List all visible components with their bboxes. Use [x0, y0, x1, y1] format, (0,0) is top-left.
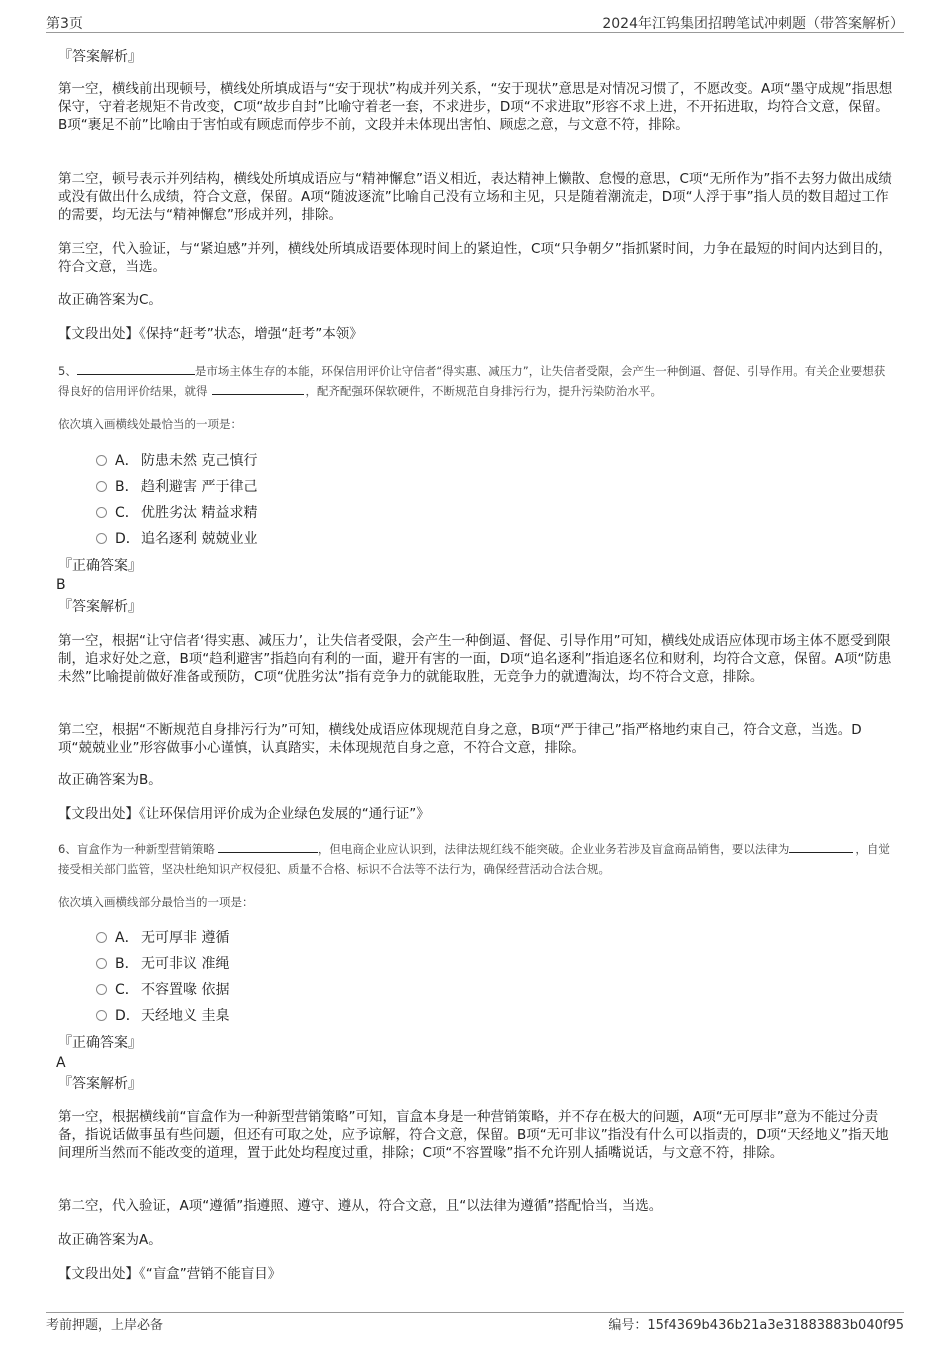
- q5-conclusion: 故正确答案为B。: [58, 772, 162, 788]
- document-code-label: 编号：: [608, 1318, 648, 1333]
- q5-number: 5、: [58, 364, 77, 378]
- q5-analysis-label: 『答案解析』: [58, 599, 142, 615]
- q5-stem-part-2: ，配齐配强环保软硬件，不断规范自身排污行为，提升污染防治水平。: [305, 384, 662, 398]
- q6-answer: A: [56, 1055, 66, 1071]
- page-number: 第3页: [46, 16, 83, 32]
- q6-blank-1: [218, 840, 318, 853]
- q5-blank-2: [212, 382, 304, 395]
- page-header: [0, 0, 950, 33]
- q5-option-d[interactable]: D．追名逐利 兢兢业业: [96, 529, 257, 549]
- q6-option-d[interactable]: D．天经地义 圭臬: [96, 1006, 229, 1026]
- radio-icon[interactable]: [96, 1010, 107, 1021]
- q6-analysis-paragraph-1: 第一空，根据横线前“盲盒作为一种新型营销策略”可知，盲盒本身是一种营销策略，并不存在极大的问题，A项“无可厚非”意为不能过分责备，指说话做事虽有些问题，但还有可取之处，应予谅解，符合文意，保留。B项“无可非议”指没有什么可以指责的，D项“天经地义”指天地间理所当然而不能改变的道理，置于此处均程度过重，排除；C项“不容置喙”指不允许别人插嘴说话，与文意不符，排除。: [58, 1109, 889, 1161]
- q6-stem-part-2: ，但电商企业应认识到，法律法规红线不能突破。企业业务若涉及盲盒商品销售，要以法律为: [317, 842, 790, 856]
- q5-stem: [58, 361, 894, 401]
- q6-conclusion: 故正确答案为A。: [58, 1232, 162, 1248]
- q6-analysis-paragraph-2: 第二空，代入验证，A项“遵循”指遵照、遵守、遵从，符合文意，且“以法律为遵循”搭配恰当，当选。: [58, 1198, 663, 1214]
- footer-divider: [46, 1312, 904, 1313]
- q4-analysis-label: 『答案解析』: [58, 49, 142, 65]
- q5-blank-1: [77, 362, 195, 375]
- header-divider: [46, 32, 904, 33]
- radio-icon[interactable]: [96, 932, 107, 943]
- q5-option-b[interactable]: B． 趋利避害 严于律己: [96, 477, 257, 497]
- q5-option-c[interactable]: C． 优胜劣汰 精益求精: [96, 503, 257, 523]
- q6-blank-2: [789, 840, 853, 853]
- document-code: [608, 1314, 904, 1333]
- q6-source: 【文段出处】《“盲盒”营销不能盲目》: [58, 1266, 282, 1282]
- radio-icon[interactable]: [96, 455, 107, 466]
- q5-answer-label: 『正确答案』: [58, 558, 142, 574]
- q4-source: 【文段出处】《保持“赶考”状态，增强“赶考”本领》: [58, 326, 363, 342]
- document-title: 2024年江钨集团招聘笔试冲刺题（带答案解析）: [602, 16, 904, 32]
- q4-analysis-paragraph-2: 第二空，顿号表示并列结构，横线处所填成语应与“精神懈怠”语义相近，表达精神上懒散、怠慢的意思，C项“无所作为”指不去努力做出成绩或没有做出什么成绩，符合文意，保留。A项“随波逐流”比喻自己没有立场和主见，只是随着潮流走，D项“人浮于事”指人员的数目超过工作的需要，均无法与“精神懈怠”形成并列，排除。: [58, 171, 892, 223]
- q5-analysis-paragraph-1: 第一空，根据“让守信者‘得实惠、减压力’，让失信者受限，会产生一种倒逼、督促、引导作用”可知，横线处成语应体现市场主体不愿受到限制，追求好处之意，B项“趋利避害”指趋向有利的一面，避开有害的一面，D项“追名逐利”指追逐名位和财利，均符合文意，保留。A项“防患未然”比喻提前做好准备或预防，C项“优胜劣汰”指有竞争力的就能取胜，无竞争力的就遭淘汰，均不符合文意，排除。: [58, 633, 892, 685]
- q6-option-b[interactable]: B． 无可非议 准绳: [96, 954, 229, 974]
- radio-icon[interactable]: [96, 507, 107, 518]
- document-code-value: 15f4369b436b21a3e31883883b040f95: [647, 1318, 904, 1333]
- radio-icon[interactable]: [96, 984, 107, 995]
- q5-option-a[interactable]: A． 防患未然 克己慎行: [96, 451, 257, 471]
- q5-analysis-paragraph-2: 第二空，根据“不断规范自身排污行为”可知，横线处成语应体现规范自身之意，B项“严于律己”指严格地约束自己，符合文意，当选。D项“兢兢业业”形容做事小心谨慎，认真踏实，未体现规范自身之意，不符合文意，排除。: [58, 722, 862, 756]
- q6-option-a[interactable]: A． 无可厚非 遵循: [96, 928, 229, 948]
- q5-stem-part-1: 是市场主体生存的本能，环保信用评价让守信者“得实惠、减压力”，让失信者受限，会产生一种倒逼、督促、引导作用。有关企业要想获得良好的信用评价结果，就得: [58, 364, 886, 398]
- q4-conclusion: 故正确答案为C。: [58, 292, 162, 308]
- q6-answer-label: 『正确答案』: [58, 1035, 142, 1051]
- footer-slogan: 考前押题，上岸必备: [46, 1318, 164, 1333]
- q6-stem-part-1: 盲盒作为一种新型营销策略: [76, 842, 215, 856]
- radio-icon[interactable]: [96, 958, 107, 969]
- q5-source: 【文段出处】《让环保信用评价成为企业绿色发展的“通行证”》: [58, 806, 430, 822]
- q5-answer: B: [56, 577, 66, 593]
- q6-stem: [58, 839, 894, 879]
- radio-icon[interactable]: [96, 481, 107, 492]
- q6-analysis-label: 『答案解析』: [58, 1076, 142, 1092]
- q6-prompt: 依次填入画横线部分最恰当的一项是：: [58, 895, 254, 909]
- q4-analysis-paragraph-3: 第三空，代入验证，与“紧迫感”并列，横线处所填成语要体现时间上的紧迫性，C项“只争朝夕”指抓紧时间，力争在最短的时间内达到目的，符合文意，当选。: [58, 241, 892, 275]
- q6-option-c[interactable]: C． 不容置喙 依据: [96, 980, 229, 1000]
- radio-icon[interactable]: [96, 533, 107, 544]
- q4-analysis-paragraph-1: 第一空，横线前出现顿号，横线处所填成语与“安于现状”构成并列关系，“安于现状”意思是对情况习惯了，不愿改变。A项“墨守成规”指思想保守，守着老规矩不肯改变，C项“故步自封”比喻守着老一套，不求进步，D项“不求进取”形容不求上进，不开拓进取，均符合文意，保留。B项“裹足不前”比喻由于害怕或有顾虑而停步不前，文段并未体现出害怕、顾虑之意，与文意不符，排除。: [58, 81, 893, 133]
- q6-number: 6、: [58, 842, 77, 856]
- q6-stem-part-3: ，自觉接受相关部门监管，坚决杜绝知识产权侵犯、质量不合格、标识不合法等不法行为，确保经营活动合法合规。: [58, 842, 890, 876]
- q5-prompt: 依次填入画横线处最恰当的一项是：: [58, 417, 242, 431]
